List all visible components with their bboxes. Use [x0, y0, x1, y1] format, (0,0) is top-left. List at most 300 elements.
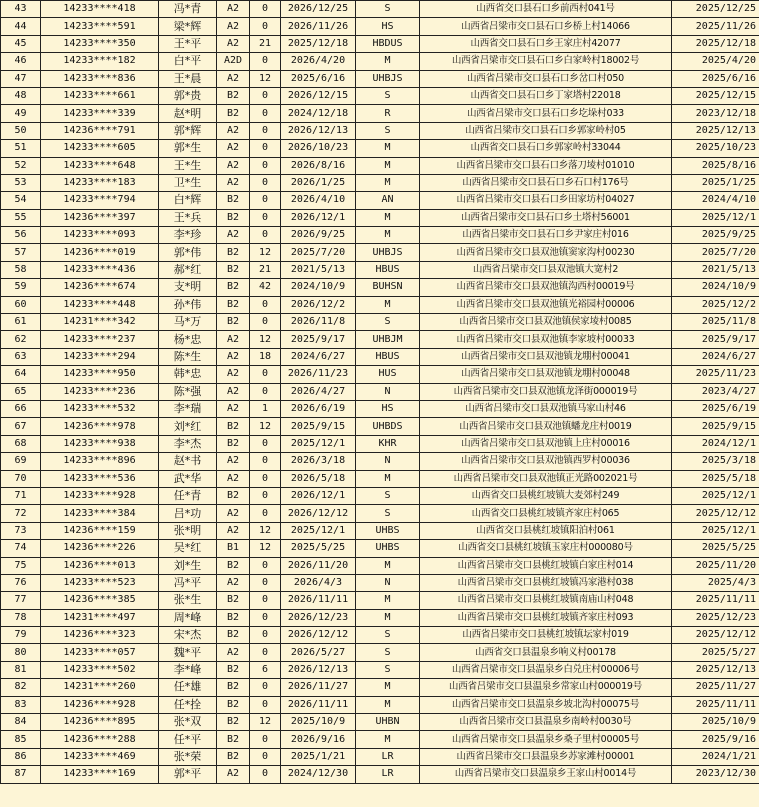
- row-number-cell: 80: [1, 644, 41, 661]
- points-cell: 0: [250, 122, 281, 139]
- expiry-date-cell: 2024/10/9: [281, 279, 356, 296]
- points-cell: 12: [250, 714, 281, 731]
- person-name-cell: 刘*红: [159, 418, 217, 435]
- expiry-date-cell: 2025/12/18: [281, 35, 356, 52]
- status-code-cell: M: [356, 53, 420, 70]
- status-code-cell: S: [356, 1, 420, 18]
- status-code-cell: S: [356, 87, 420, 104]
- table-row: [1, 18, 759, 35]
- points-cell: 0: [250, 731, 281, 748]
- status-code-cell: M: [356, 696, 420, 713]
- table-row: [1, 87, 759, 104]
- points-cell: 0: [250, 192, 281, 209]
- points-cell: 0: [250, 383, 281, 400]
- person-name-cell: 吴*红: [159, 540, 217, 557]
- license-class-cell: A2: [217, 122, 250, 139]
- address-cell: 山西省吕梁市交口县石口乡岔口村050: [420, 70, 672, 87]
- points-cell: 12: [250, 418, 281, 435]
- expiry-date-cell: 2025/9/15: [281, 418, 356, 435]
- issue-date-cell: 2024/12/1: [672, 435, 759, 452]
- person-name-cell: 陈*强: [159, 383, 217, 400]
- address-cell: 山西省吕梁市交口县双池镇大宽村2: [420, 261, 672, 278]
- person-name-cell: 张*双: [159, 714, 217, 731]
- license-class-cell: A2: [217, 140, 250, 157]
- id-number-cell: 14233****469: [41, 748, 159, 765]
- license-class-cell: A2: [217, 157, 250, 174]
- table-row: [1, 627, 759, 644]
- table-row: [1, 592, 759, 609]
- expiry-date-cell: 2026/11/27: [281, 679, 356, 696]
- table-row: [1, 174, 759, 191]
- table-row: [1, 261, 759, 278]
- status-code-cell: BUHSN: [356, 279, 420, 296]
- person-name-cell: 任*拴: [159, 696, 217, 713]
- row-number-cell: 82: [1, 679, 41, 696]
- table-row: [1, 227, 759, 244]
- issue-date-cell: 2025/7/20: [672, 244, 759, 261]
- issue-date-cell: 2025/11/11: [672, 592, 759, 609]
- points-cell: 0: [250, 453, 281, 470]
- issue-date-cell: 2025/11/20: [672, 557, 759, 574]
- row-number-cell: 81: [1, 661, 41, 678]
- issue-date-cell: 2025/12/18: [672, 35, 759, 52]
- id-number-cell: 14236****323: [41, 627, 159, 644]
- table-row: [1, 696, 759, 713]
- license-class-cell: B2: [217, 209, 250, 226]
- table-row: [1, 331, 759, 348]
- issue-date-cell: 2025/4/20: [672, 53, 759, 70]
- address-cell: 山西省吕梁市交口县温泉乡苏家滩村00001: [420, 748, 672, 765]
- address-cell: 山西省吕梁市交口县桃红坡镇冯家港村038: [420, 574, 672, 591]
- issue-date-cell: 2025/12/15: [672, 87, 759, 104]
- license-class-cell: A2: [217, 348, 250, 365]
- id-number-cell: 14236****159: [41, 522, 159, 539]
- table-row: [1, 53, 759, 70]
- row-number-cell: 52: [1, 157, 41, 174]
- points-cell: 0: [250, 487, 281, 504]
- row-number-cell: 87: [1, 766, 41, 783]
- id-number-cell: 14233****591: [41, 18, 159, 35]
- id-number-cell: 14233****294: [41, 348, 159, 365]
- expiry-date-cell: 2026/11/23: [281, 366, 356, 383]
- license-class-cell: A2: [217, 383, 250, 400]
- expiry-date-cell: 2026/11/8: [281, 314, 356, 331]
- points-cell: 0: [250, 766, 281, 783]
- address-cell: 山西省吕梁市交口县温泉乡常家山村000019号: [420, 679, 672, 696]
- id-number-cell: 14233****339: [41, 105, 159, 122]
- license-class-cell: B2: [217, 679, 250, 696]
- table-row: [1, 609, 759, 626]
- id-number-cell: 14233****928: [41, 487, 159, 504]
- person-name-cell: 陈*生: [159, 348, 217, 365]
- issue-date-cell: 2023/12/30: [672, 766, 759, 783]
- status-code-cell: HUS: [356, 366, 420, 383]
- issue-date-cell: 2025/12/25: [672, 1, 759, 18]
- row-number-cell: 70: [1, 470, 41, 487]
- expiry-date-cell: 2026/4/20: [281, 53, 356, 70]
- table-row: [1, 244, 759, 261]
- id-number-cell: 14236****013: [41, 557, 159, 574]
- points-cell: 0: [250, 435, 281, 452]
- expiry-date-cell: 2026/12/13: [281, 122, 356, 139]
- table-row: [1, 105, 759, 122]
- points-cell: 0: [250, 366, 281, 383]
- expiry-date-cell: 2026/9/16: [281, 731, 356, 748]
- row-number-cell: 59: [1, 279, 41, 296]
- row-number-cell: 79: [1, 627, 41, 644]
- address-cell: 山西省吕梁市交口县石口乡桥上村14066: [420, 18, 672, 35]
- table-row: [1, 140, 759, 157]
- person-name-cell: 孙*伟: [159, 296, 217, 313]
- expiry-date-cell: 2026/11/20: [281, 557, 356, 574]
- expiry-date-cell: 2026/12/12: [281, 505, 356, 522]
- status-code-cell: S: [356, 661, 420, 678]
- table-row: [1, 70, 759, 87]
- issue-date-cell: 2025/11/8: [672, 314, 759, 331]
- expiry-date-cell: 2026/12/12: [281, 627, 356, 644]
- expiry-date-cell: 2025/1/21: [281, 748, 356, 765]
- id-number-cell: 14236****928: [41, 696, 159, 713]
- status-code-cell: UHBJS: [356, 70, 420, 87]
- person-name-cell: 武*华: [159, 470, 217, 487]
- row-number-cell: 86: [1, 748, 41, 765]
- row-number-cell: 55: [1, 209, 41, 226]
- license-class-cell: B2: [217, 296, 250, 313]
- expiry-date-cell: 2025/12/1: [281, 435, 356, 452]
- person-name-cell: 支*明: [159, 279, 217, 296]
- points-cell: 0: [250, 87, 281, 104]
- status-code-cell: UHBJS: [356, 244, 420, 261]
- row-number-cell: 83: [1, 696, 41, 713]
- issue-date-cell: 2025/12/1: [672, 522, 759, 539]
- row-number-cell: 65: [1, 383, 41, 400]
- status-code-cell: AN: [356, 192, 420, 209]
- license-class-cell: B2: [217, 105, 250, 122]
- person-name-cell: 冯*平: [159, 574, 217, 591]
- license-class-cell: A2: [217, 70, 250, 87]
- address-cell: 山西省吕梁市交口县温泉乡坡北沟村00075号: [420, 696, 672, 713]
- points-cell: 6: [250, 661, 281, 678]
- license-class-cell: A2: [217, 400, 250, 417]
- issue-date-cell: 2025/1/25: [672, 174, 759, 191]
- row-number-cell: 51: [1, 140, 41, 157]
- row-number-cell: 47: [1, 70, 41, 87]
- row-number-cell: 48: [1, 87, 41, 104]
- issue-date-cell: 2025/12/12: [672, 627, 759, 644]
- address-cell: 山西省吕梁市交口县双池镇龙堋村00048: [420, 366, 672, 383]
- expiry-date-cell: 2026/5/27: [281, 644, 356, 661]
- status-code-cell: M: [356, 227, 420, 244]
- status-code-cell: UHBDS: [356, 418, 420, 435]
- table-row: [1, 1, 759, 18]
- row-number-cell: 56: [1, 227, 41, 244]
- license-class-cell: B2: [217, 661, 250, 678]
- points-cell: 0: [250, 174, 281, 191]
- license-class-cell: B2: [217, 279, 250, 296]
- id-number-cell: 14236****978: [41, 418, 159, 435]
- status-code-cell: S: [356, 644, 420, 661]
- person-name-cell: 郭*伟: [159, 244, 217, 261]
- address-cell: 山西省吕梁市交口县双池镇龙泽街000019号: [420, 383, 672, 400]
- id-number-cell: 14233****182: [41, 53, 159, 70]
- issue-date-cell: 2025/9/17: [672, 331, 759, 348]
- issue-date-cell: 2025/5/25: [672, 540, 759, 557]
- person-name-cell: 郭*生: [159, 140, 217, 157]
- id-number-cell: 14233****183: [41, 174, 159, 191]
- expiry-date-cell: 2024/12/18: [281, 105, 356, 122]
- table-row: [1, 383, 759, 400]
- id-number-cell: 14233****350: [41, 35, 159, 52]
- id-number-cell: 14236****895: [41, 714, 159, 731]
- person-name-cell: 梁*辉: [159, 18, 217, 35]
- points-cell: 0: [250, 227, 281, 244]
- status-code-cell: M: [356, 592, 420, 609]
- table-row: [1, 35, 759, 52]
- issue-date-cell: 2025/6/16: [672, 70, 759, 87]
- expiry-date-cell: 2026/5/18: [281, 470, 356, 487]
- row-number-cell: 49: [1, 105, 41, 122]
- row-number-cell: 64: [1, 366, 41, 383]
- expiry-date-cell: 2026/12/2: [281, 296, 356, 313]
- person-name-cell: 李*瑞: [159, 400, 217, 417]
- license-class-cell: B1: [217, 540, 250, 557]
- license-class-cell: B2: [217, 557, 250, 574]
- expiry-date-cell: 2025/7/20: [281, 244, 356, 261]
- issue-date-cell: 2025/9/16: [672, 731, 759, 748]
- expiry-date-cell: 2026/11/11: [281, 592, 356, 609]
- expiry-date-cell: 2024/12/30: [281, 766, 356, 783]
- row-number-cell: 60: [1, 296, 41, 313]
- table-row: [1, 296, 759, 313]
- row-number-cell: 45: [1, 35, 41, 52]
- id-number-cell: 14233****536: [41, 470, 159, 487]
- id-number-cell: 14233****448: [41, 296, 159, 313]
- table-row: [1, 453, 759, 470]
- address-cell: 山西省吕梁市交口县温泉乡白兑庄村00006号: [420, 661, 672, 678]
- expiry-date-cell: 2026/12/1: [281, 487, 356, 504]
- status-code-cell: N: [356, 383, 420, 400]
- id-number-cell: 14236****674: [41, 279, 159, 296]
- person-name-cell: 卫*生: [159, 174, 217, 191]
- address-cell: 山西省吕梁市交口县石口乡圪垛村033: [420, 105, 672, 122]
- id-number-cell: 14233****384: [41, 505, 159, 522]
- table-row: [1, 487, 759, 504]
- address-cell: 山西省吕梁市交口县双池镇马家山村46: [420, 400, 672, 417]
- issue-date-cell: 2023/4/27: [672, 383, 759, 400]
- id-number-cell: 14233****950: [41, 366, 159, 383]
- license-class-cell: B2: [217, 592, 250, 609]
- person-name-cell: 任*青: [159, 487, 217, 504]
- status-code-cell: UHBJM: [356, 331, 420, 348]
- row-number-cell: 74: [1, 540, 41, 557]
- table-row: [1, 366, 759, 383]
- id-number-cell: 14236****226: [41, 540, 159, 557]
- points-cell: 0: [250, 679, 281, 696]
- table-row: [1, 279, 759, 296]
- issue-date-cell: 2025/11/11: [672, 696, 759, 713]
- person-name-cell: 张*生: [159, 592, 217, 609]
- status-code-cell: M: [356, 557, 420, 574]
- address-cell: 山西省吕梁市交口县双池镇侯家堎村0085: [420, 314, 672, 331]
- person-name-cell: 冯*青: [159, 1, 217, 18]
- status-code-cell: M: [356, 679, 420, 696]
- address-cell: 山西省吕梁市交口县双池镇正光路002021号: [420, 470, 672, 487]
- person-name-cell: 周*峰: [159, 609, 217, 626]
- address-cell: 山西省吕梁市交口县桃红坡镇坛家村019: [420, 627, 672, 644]
- points-cell: 1: [250, 400, 281, 417]
- issue-date-cell: 2025/9/15: [672, 418, 759, 435]
- expiry-date-cell: 2026/3/18: [281, 453, 356, 470]
- row-number-cell: 76: [1, 574, 41, 591]
- issue-date-cell: 2025/12/2: [672, 296, 759, 313]
- row-number-cell: 77: [1, 592, 41, 609]
- person-name-cell: 郝*红: [159, 261, 217, 278]
- address-cell: 山西省交口县桃红坡镇阳泊村061: [420, 522, 672, 539]
- person-name-cell: 李*珍: [159, 227, 217, 244]
- address-cell: 山西省吕梁市交口县温泉乡南岭村0030号: [420, 714, 672, 731]
- address-cell: 山西省交口县石口乡前西村041号: [420, 1, 672, 18]
- person-name-cell: 李*杰: [159, 435, 217, 452]
- license-class-cell: A2: [217, 522, 250, 539]
- person-name-cell: 赵*明: [159, 105, 217, 122]
- status-code-cell: UHBN: [356, 714, 420, 731]
- points-cell: 0: [250, 296, 281, 313]
- address-cell: 山西省交口县石口乡王家庄村42077: [420, 35, 672, 52]
- points-cell: 12: [250, 331, 281, 348]
- id-number-cell: 14233****605: [41, 140, 159, 157]
- expiry-date-cell: 2026/12/13: [281, 661, 356, 678]
- points-cell: 0: [250, 609, 281, 626]
- person-name-cell: 吕*功: [159, 505, 217, 522]
- table-row: [1, 557, 759, 574]
- address-cell: 山西省交口县石口乡郭家岭村33044: [420, 140, 672, 157]
- expiry-date-cell: 2026/12/1: [281, 209, 356, 226]
- issue-date-cell: 2024/4/10: [672, 192, 759, 209]
- expiry-date-cell: 2025/12/1: [281, 522, 356, 539]
- status-code-cell: N: [356, 453, 420, 470]
- license-class-cell: A2: [217, 1, 250, 18]
- expiry-date-cell: 2026/6/19: [281, 400, 356, 417]
- points-cell: 0: [250, 505, 281, 522]
- expiry-date-cell: 2026/10/23: [281, 140, 356, 157]
- id-number-cell: 14233****938: [41, 435, 159, 452]
- address-cell: 山西省吕梁市交口县双池镇蟠龙庄村0019: [420, 418, 672, 435]
- person-name-cell: 张*明: [159, 522, 217, 539]
- table-row: [1, 679, 759, 696]
- license-class-cell: A2: [217, 766, 250, 783]
- issue-date-cell: 2021/5/13: [672, 261, 759, 278]
- table-row: [1, 540, 759, 557]
- points-cell: 0: [250, 157, 281, 174]
- id-number-cell: 14233****523: [41, 574, 159, 591]
- points-cell: 0: [250, 644, 281, 661]
- expiry-date-cell: 2026/12/25: [281, 1, 356, 18]
- license-class-cell: A2: [217, 470, 250, 487]
- issue-date-cell: 2025/10/9: [672, 714, 759, 731]
- license-class-cell: A2: [217, 366, 250, 383]
- row-number-cell: 46: [1, 53, 41, 70]
- status-code-cell: LR: [356, 748, 420, 765]
- status-code-cell: S: [356, 314, 420, 331]
- issue-date-cell: 2025/10/23: [672, 140, 759, 157]
- table-row: [1, 766, 759, 783]
- expiry-date-cell: 2026/12/23: [281, 609, 356, 626]
- id-number-cell: 14236****019: [41, 244, 159, 261]
- issue-date-cell: 2025/5/18: [672, 470, 759, 487]
- address-cell: 山西省吕梁市交口县石口乡石口村176号: [420, 174, 672, 191]
- row-number-cell: 62: [1, 331, 41, 348]
- table-row: [1, 435, 759, 452]
- address-cell: 山西省吕梁市交口县温泉乡桑子里村00005号: [420, 731, 672, 748]
- points-cell: 21: [250, 261, 281, 278]
- status-code-cell: S: [356, 487, 420, 504]
- license-class-cell: A2: [217, 174, 250, 191]
- id-number-cell: 14233****057: [41, 644, 159, 661]
- license-class-cell: A2: [217, 18, 250, 35]
- table-row: [1, 748, 759, 765]
- table-row: [1, 661, 759, 678]
- points-cell: 12: [250, 70, 281, 87]
- row-number-cell: 66: [1, 400, 41, 417]
- address-cell: 山西省交口县桃红坡镇玉家庄村000080号: [420, 540, 672, 557]
- issue-date-cell: 2024/6/27: [672, 348, 759, 365]
- license-class-cell: A2: [217, 505, 250, 522]
- issue-date-cell: 2025/3/18: [672, 453, 759, 470]
- status-code-cell: M: [356, 731, 420, 748]
- id-number-cell: 14231****260: [41, 679, 159, 696]
- points-cell: 0: [250, 592, 281, 609]
- issue-date-cell: 2025/12/1: [672, 209, 759, 226]
- issue-date-cell: 2025/11/23: [672, 366, 759, 383]
- points-cell: 0: [250, 105, 281, 122]
- id-number-cell: 14233****648: [41, 157, 159, 174]
- status-code-cell: HBDUS: [356, 35, 420, 52]
- table-row: [1, 209, 759, 226]
- issue-date-cell: 2025/5/27: [672, 644, 759, 661]
- address-cell: 山西省吕梁市交口县双池镇光裕园村00006: [420, 296, 672, 313]
- status-code-cell: M: [356, 296, 420, 313]
- license-class-cell: B2: [217, 314, 250, 331]
- expiry-date-cell: 2025/10/9: [281, 714, 356, 731]
- row-number-cell: 68: [1, 435, 41, 452]
- row-number-cell: 71: [1, 487, 41, 504]
- id-number-cell: 14233****896: [41, 453, 159, 470]
- expiry-date-cell: 2026/4/27: [281, 383, 356, 400]
- status-code-cell: M: [356, 470, 420, 487]
- row-number-cell: 84: [1, 714, 41, 731]
- issue-date-cell: 2025/12/13: [672, 122, 759, 139]
- person-name-cell: 宋*杰: [159, 627, 217, 644]
- person-name-cell: 韩*忠: [159, 366, 217, 383]
- person-name-cell: 魏*平: [159, 644, 217, 661]
- points-cell: 18: [250, 348, 281, 365]
- points-cell: 0: [250, 209, 281, 226]
- issue-date-cell: 2025/12/12: [672, 505, 759, 522]
- table-body: [1, 1, 759, 784]
- id-number-cell: 14236****397: [41, 209, 159, 226]
- points-cell: 21: [250, 35, 281, 52]
- status-code-cell: R: [356, 105, 420, 122]
- id-number-cell: 14236****288: [41, 731, 159, 748]
- expiry-date-cell: 2026/4/3: [281, 574, 356, 591]
- license-class-cell: B2: [217, 435, 250, 452]
- table-row: [1, 400, 759, 417]
- address-cell: 山西省吕梁市交口县温泉乡王家山村0014号: [420, 766, 672, 783]
- expiry-date-cell: 2024/6/27: [281, 348, 356, 365]
- row-number-cell: 61: [1, 314, 41, 331]
- id-number-cell: 14233****502: [41, 661, 159, 678]
- issue-date-cell: 2025/12/1: [672, 487, 759, 504]
